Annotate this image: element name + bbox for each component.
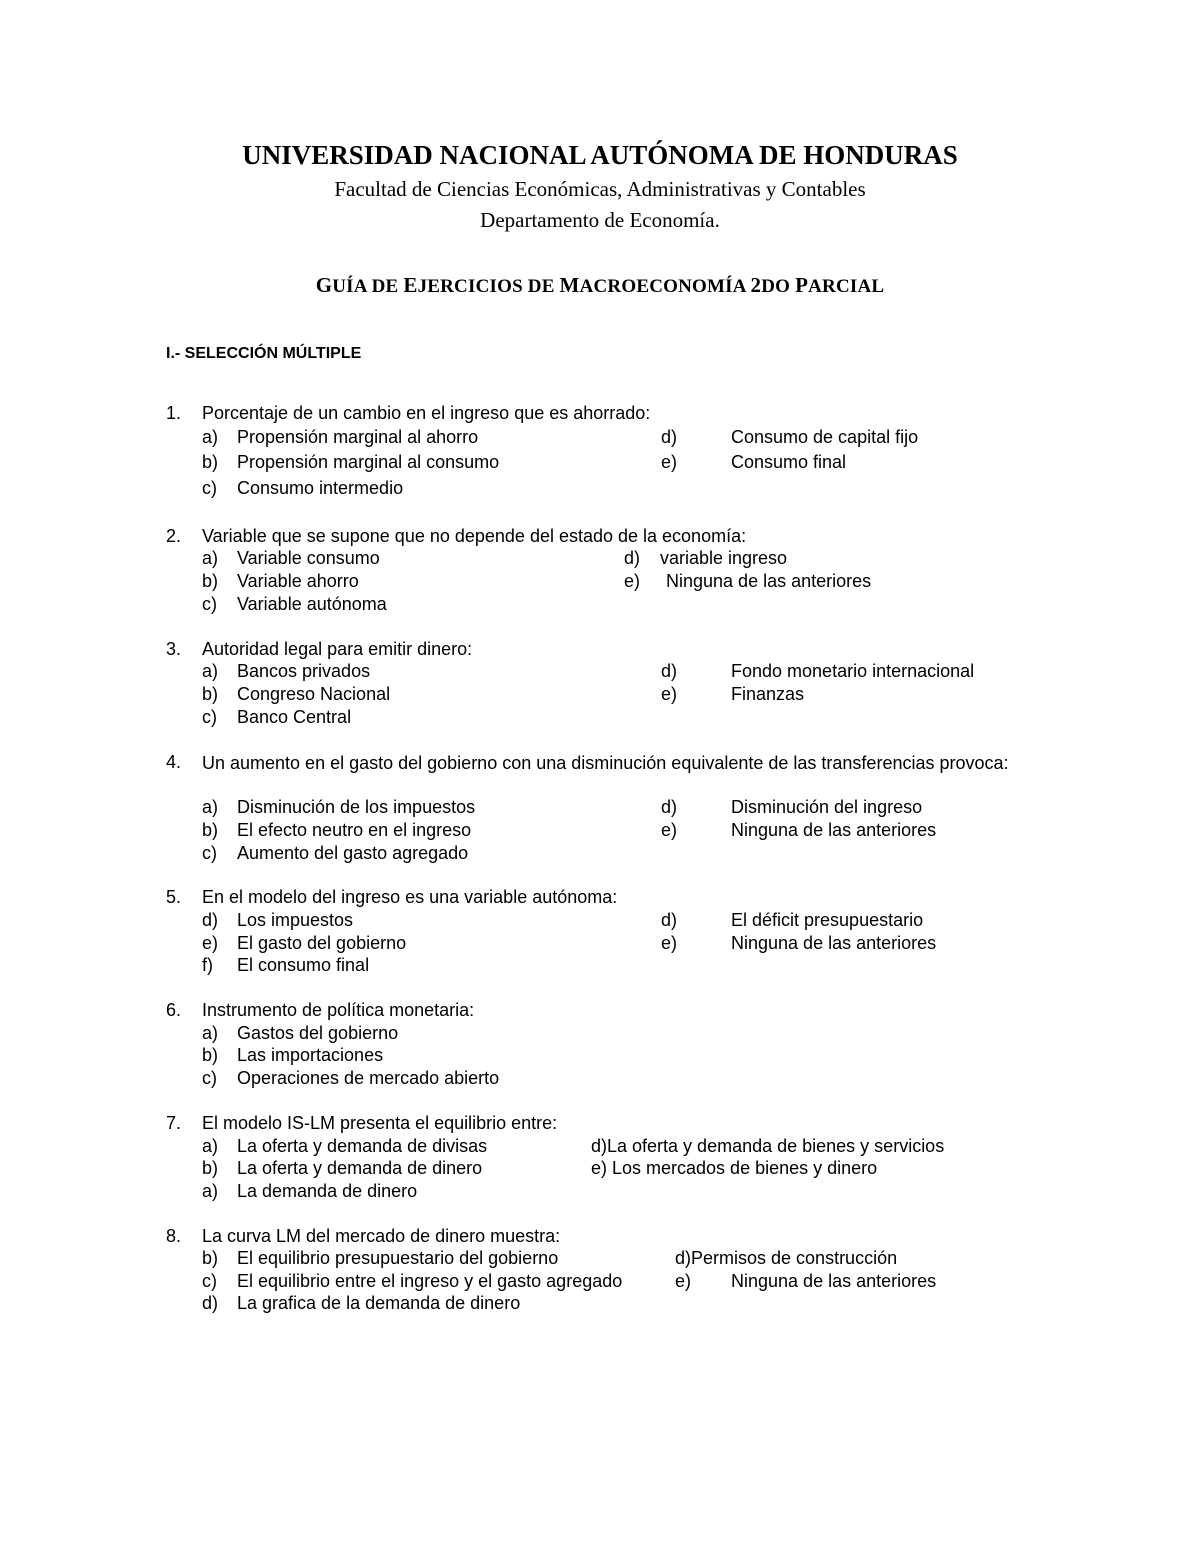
question-number: 8. xyxy=(166,1226,182,1246)
option-text: Los impuestos xyxy=(237,910,354,930)
option-text: Propensión marginal al consumo xyxy=(237,452,500,472)
option-text: d)La oferta y demanda de bienes y servicios xyxy=(591,1136,945,1156)
option-label: b) xyxy=(202,452,219,472)
option-text: Variable consumo xyxy=(237,548,380,568)
guide-title-part: DO xyxy=(761,276,791,297)
option-label: d) xyxy=(661,910,678,930)
option-text: Gastos del gobierno xyxy=(237,1023,399,1043)
option-label: c) xyxy=(202,478,217,498)
question-text: El modelo IS-LM presenta el equilibrio entre: xyxy=(202,1113,558,1133)
option-label: d) xyxy=(661,427,678,447)
option-label: a) xyxy=(202,1136,219,1156)
option-label: e) xyxy=(661,933,678,953)
option-label: b) xyxy=(202,571,219,591)
guide-title-part: DE xyxy=(371,276,399,297)
option-label: e) xyxy=(661,684,678,704)
university-title: UNIVERSIDAD NACIONAL AUTÓNOMA DE HONDURAS xyxy=(242,140,958,170)
option-text: Consumo final xyxy=(731,452,847,472)
option-text: Aumento del gasto agregado xyxy=(237,843,469,863)
option-label: e) xyxy=(675,1271,692,1291)
option-label: a) xyxy=(202,427,219,447)
question-text: Autoridad legal para emitir dinero: xyxy=(202,639,473,659)
option-label: c) xyxy=(202,707,217,727)
guide-title-part: UÍA xyxy=(332,276,367,297)
question-number: 2. xyxy=(166,526,182,546)
option-text: La oferta y demanda de dinero xyxy=(237,1158,483,1178)
question-text: Variable que se supone que no depende del estado de la economía: xyxy=(202,526,747,546)
section-heading: I.- SELECCIÓN MÚLTIPLE xyxy=(166,345,362,362)
option-text: El gasto del gobierno xyxy=(237,933,407,953)
option-text: Ninguna de las anteriores xyxy=(731,1271,937,1291)
guide-title-part: DE xyxy=(527,276,555,297)
guide-title-part: ACROECONOMÍA xyxy=(579,276,746,297)
option-text: Ninguna de las anteriores xyxy=(731,933,937,953)
department-subtitle: Departamento de Economía. xyxy=(480,208,720,232)
option-text: Finanzas xyxy=(731,684,805,704)
option-text: Variable autónoma xyxy=(237,594,387,614)
guide-title-part: 2 xyxy=(750,273,762,297)
option-label: a) xyxy=(202,661,219,681)
option-text: El consumo final xyxy=(237,955,370,975)
option-label: a) xyxy=(202,797,219,817)
option-label: b) xyxy=(202,1248,219,1268)
option-text: Disminución de los impuestos xyxy=(237,797,476,817)
option-text: Congreso Nacional xyxy=(237,684,391,704)
option-label: b) xyxy=(202,1045,219,1065)
option-text: Operaciones de mercado abierto xyxy=(237,1068,500,1088)
option-text: Fondo monetario internacional xyxy=(731,661,975,681)
option-label: b) xyxy=(202,1158,219,1178)
option-text: Consumo intermedio xyxy=(237,478,404,498)
option-text: La oferta y demanda de divisas xyxy=(237,1136,488,1156)
option-label: e) xyxy=(661,452,678,472)
option-text: Ninguna de las anteriores xyxy=(666,571,872,591)
option-label: a) xyxy=(202,548,219,568)
option-text: variable ingreso xyxy=(660,548,788,568)
question-text: Un aumento en el gasto del gobierno con una disminución equivalente de las transferencias provoca: xyxy=(202,753,1009,773)
question-number: 6. xyxy=(166,1000,182,1020)
guide-title xyxy=(0,273,1200,298)
option-label: e) xyxy=(202,933,219,953)
option-label: d) xyxy=(624,548,641,568)
option-label: c) xyxy=(202,1068,217,1088)
option-text: Bancos privados xyxy=(237,661,371,681)
question-number: 5. xyxy=(166,887,182,907)
faculty-subtitle: Facultad de Ciencias Económicas, Administrativas y Contables xyxy=(334,177,866,201)
option-text: Propensión marginal al ahorro xyxy=(237,427,479,447)
question-text: Instrumento de política monetaria: xyxy=(202,1000,475,1020)
option-label: a) xyxy=(202,1181,219,1201)
option-label: c) xyxy=(202,1271,217,1291)
question-number: 4. xyxy=(166,752,182,772)
guide-title-part: M xyxy=(559,273,580,297)
option-label: d) xyxy=(202,1293,219,1313)
option-text: El déficit presupuestario xyxy=(731,910,924,930)
option-text: d)Permisos de construcción xyxy=(675,1248,898,1268)
option-label: e) xyxy=(624,571,641,591)
option-label: d) xyxy=(661,797,678,817)
option-text: Disminución del ingreso xyxy=(731,797,923,817)
option-label: b) xyxy=(202,820,219,840)
option-label: e) xyxy=(661,820,678,840)
guide-title-part: G xyxy=(315,273,333,297)
option-text: El equilibrio presupuestario del gobierno xyxy=(237,1248,559,1268)
question-text: La curva LM del mercado de dinero muestra: xyxy=(202,1226,561,1246)
guide-title-part: JERCICIOS xyxy=(417,276,523,297)
option-label: b) xyxy=(202,684,219,704)
option-text: Ninguna de las anteriores xyxy=(731,820,937,840)
option-label: d) xyxy=(661,661,678,681)
option-label: a) xyxy=(202,1023,219,1043)
question-text: En el modelo del ingreso es una variable autónoma: xyxy=(202,887,618,907)
option-text: La demanda de dinero xyxy=(237,1181,418,1201)
question-number: 1. xyxy=(166,403,182,423)
option-label: d) xyxy=(202,910,219,930)
guide-title-part: E xyxy=(403,273,418,297)
guide-title-part: P xyxy=(795,273,809,297)
option-text: Variable ahorro xyxy=(237,571,359,591)
option-text: Consumo de capital fijo xyxy=(731,427,919,447)
guide-title-part: ARCIAL xyxy=(808,276,885,297)
question-number: 7. xyxy=(166,1113,182,1133)
option-text: Banco Central xyxy=(237,707,352,727)
option-text: El efecto neutro en el ingreso xyxy=(237,820,472,840)
option-label: c) xyxy=(202,594,217,614)
option-text: e) Los mercados de bienes y dinero xyxy=(591,1158,878,1178)
option-text: La grafica de la demanda de dinero xyxy=(237,1293,521,1313)
question-text: Porcentaje de un cambio en el ingreso que es ahorrado: xyxy=(202,403,651,423)
option-text: Las importaciones xyxy=(237,1045,384,1065)
option-label: f) xyxy=(202,955,213,975)
question-number: 3. xyxy=(166,639,182,659)
option-label: c) xyxy=(202,843,217,863)
option-text: El equilibrio entre el ingreso y el gasto agregado xyxy=(237,1271,623,1291)
